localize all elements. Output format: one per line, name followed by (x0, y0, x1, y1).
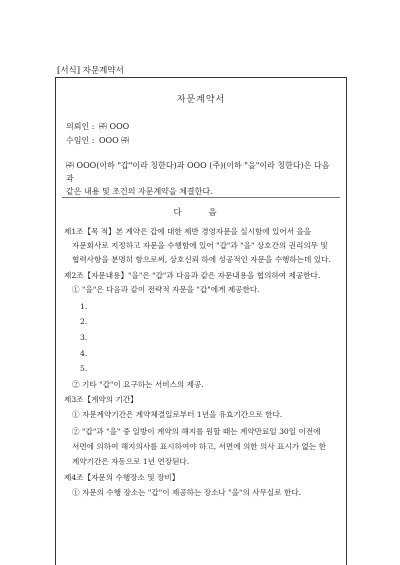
article4-line-1: 제4조【자문의 수행장소 및 장비】 (64, 473, 180, 482)
intro-line-1: ㈜ OOO(이하 "갑"이라 칭한다)과 OOO (주)(이하 "을"이라 칭한다)은 다음과 (66, 161, 330, 183)
article1-line-1: 제1조【목 적】본 계약은 갑에 대한 제반 경영자문을 실시함에 있어서 을을 (64, 227, 312, 236)
article2-item-1: ① "을"은 다음과 같이 전략적 자문을 "갑"에게 제공한다. (72, 285, 260, 294)
article3-item-2-line-1: ② "갑"과 "을" 중 일방이 계약의 해지를 원할 때는 계약만료일 30일 이전에 (72, 427, 321, 436)
article3-line-1: 제3조【계약의 기간】 (64, 395, 138, 404)
document-title: 자문계약서 (176, 95, 226, 105)
article1-line-3: 협력사항을 분명히 함으로써, 상호신뢰 하에 성공적인 자문을 수행하는데 있다. (72, 255, 331, 264)
intro-line-2: 같은 내용 및 조건의 자문계약을 체결한다. (66, 186, 213, 196)
advisor-label: 수임인 : (66, 136, 95, 145)
client-label: 의뢰인 : (66, 122, 95, 131)
article2-list-item: 5. (80, 364, 88, 373)
article1-line-2: 자문회사로 지정하고 자문을 수행함에 있어 "갑"과 "을" 상호간의 권리의무 및 (72, 241, 328, 250)
article2-list-item: 2. (80, 317, 88, 326)
intro-paragraph (66, 160, 336, 198)
client-line (66, 122, 129, 132)
article2-list-item: 3. (80, 333, 88, 342)
article2-list-item: 1. (80, 302, 88, 311)
advisor-value: OOO ㈜ (98, 136, 130, 145)
advisor-line (66, 136, 129, 146)
article4-item-1: ① 자문의 수행 장소는 "갑"이 제공하는 장소나 "을"의 사무실로 한다. (72, 488, 302, 497)
form-label: [서식] 자문계약서 (57, 66, 124, 76)
client-value: ㈜ OOO (98, 122, 130, 131)
section-divider (62, 197, 340, 198)
article2-list-item: 4. (80, 349, 88, 358)
article2-item-2: ② 기타 "갑"이 요구하는 서비스의 제공. (72, 380, 204, 389)
contract-box (55, 77, 347, 565)
article3-item-2-line-2: 서면에 의하여 해지의사를 표시하여야 하고, 서면에 의한 의사 표시가 없는 한 (72, 442, 326, 451)
section-heading: 다 음 (173, 208, 229, 218)
article3-item-2-line-3: 계약기간은 자동으로 1년 연장된다. (72, 457, 190, 466)
article2-line-1: 제2조【자문내용】"을"은 "갑"과 다음과 같은 자문내용을 협의하여 제공한다. (64, 271, 321, 280)
article3-item-1: ① 자문계약기간은 계약체결일로부터 1년을 유효기간으로 한다. (72, 410, 283, 419)
